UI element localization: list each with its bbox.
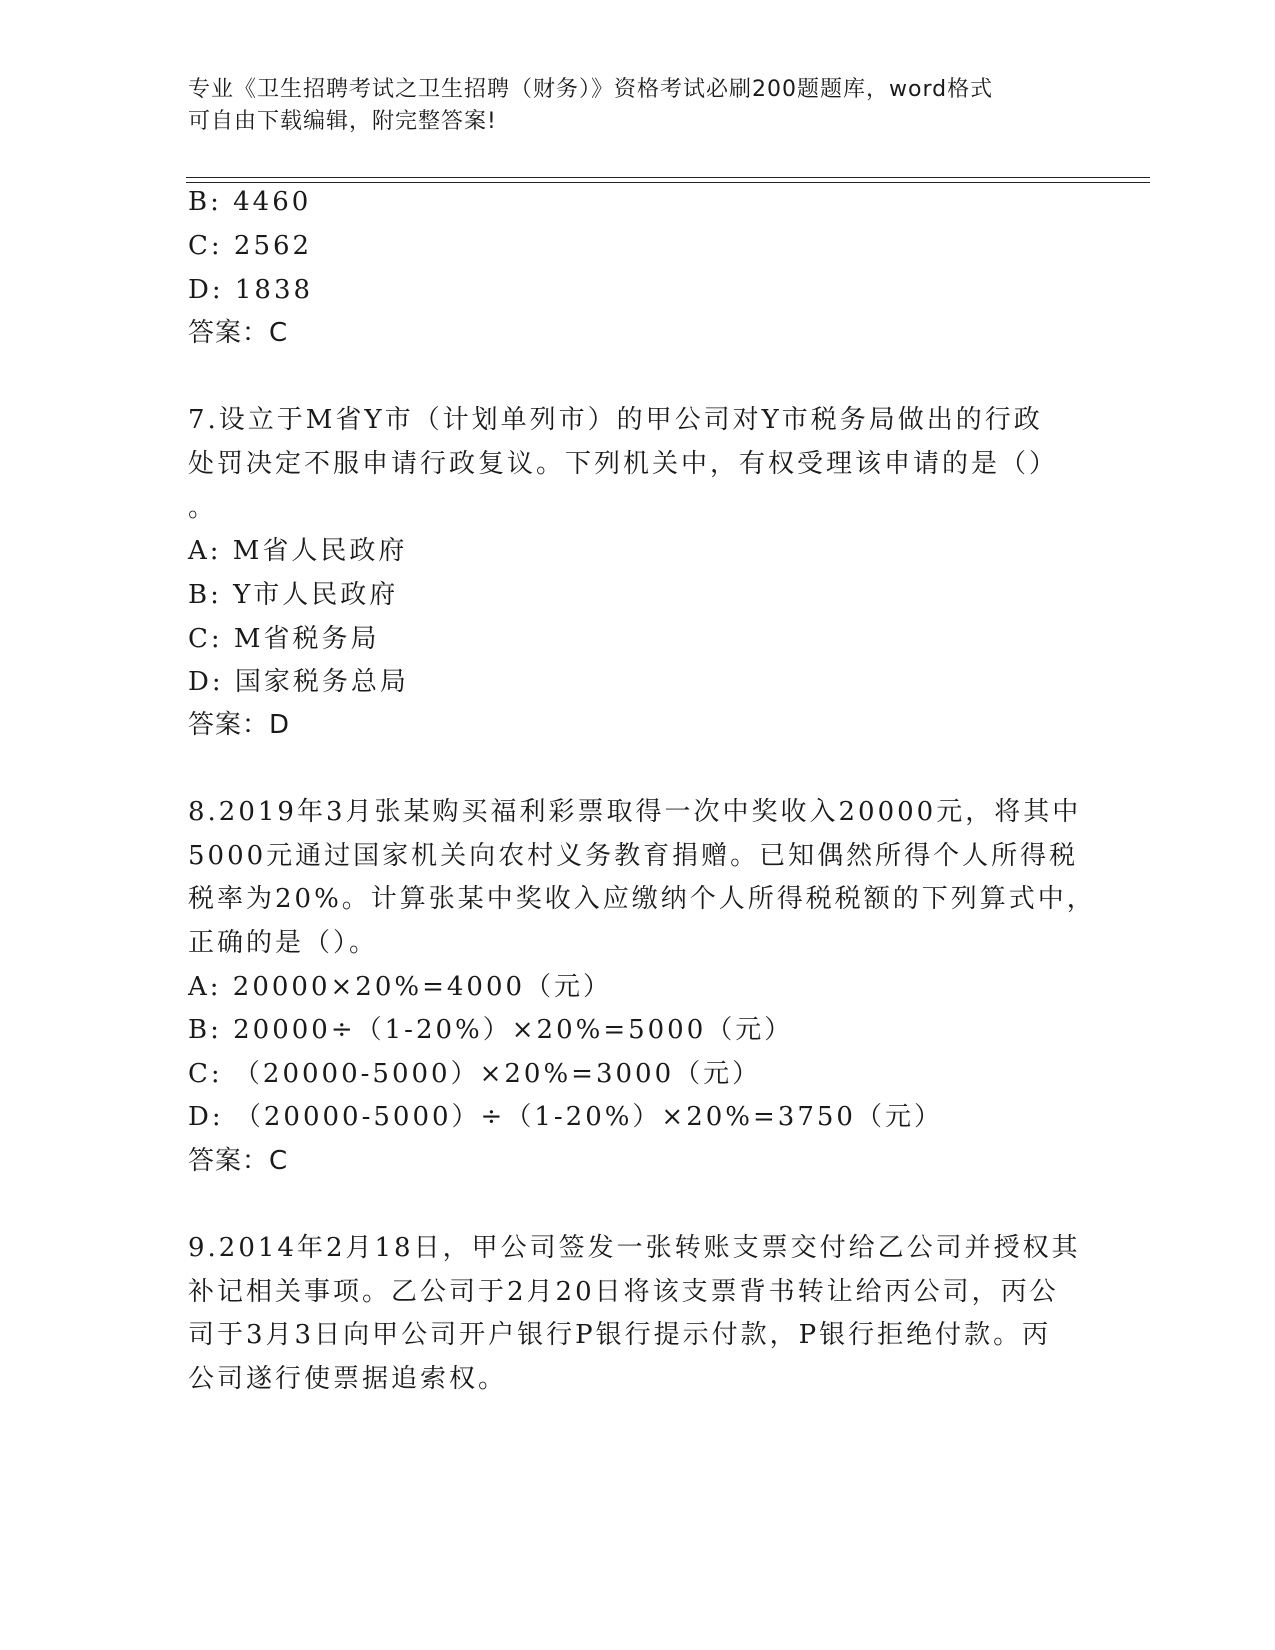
q8-stem-line-1: 8.2019年3月张某购买福利彩票取得一次中奖收入20000元，将其中: [188, 797, 1082, 827]
q8-option-b: B: 20000÷（1-20%）×20%=5000（元）: [188, 1015, 794, 1045]
q8-stem-line-3: 税率为20%。计算张某中奖收入应缴纳个人所得税税额的下列算式中，: [188, 884, 1096, 914]
q6-option-b: B: 4460: [188, 187, 312, 217]
q7-stem-line-1: 7.设立于M省Y市（计划单列市）的甲公司对Y市税务局做出的行政: [188, 405, 1043, 435]
q7-stem-line-3: 。: [188, 493, 218, 523]
q8-stem-line-4: 正确的是（）。: [188, 928, 379, 958]
q9-stem-line-4: 公司遂行使票据追索权。: [188, 1364, 508, 1394]
q8-option-c: C: （20000-5000）×20%=3000（元）: [188, 1059, 762, 1089]
q9-stem-line-2: 补记相关事项。乙公司于2月20日将该支票背书转让给丙公司，丙公: [188, 1277, 1059, 1307]
q8-stem-line-2: 5000元通过国家机关向农村义务教育捐赠。已知偶然所得个人所得税: [188, 841, 1079, 871]
q7-option-a: A: M省人民政府: [188, 536, 408, 566]
q8-option-d: D: （20000-5000）÷（1-20%）×20%=3750（元）: [188, 1102, 943, 1132]
header-title-line-2: 可自由下载编辑，附完整答案!: [188, 109, 497, 134]
q6-answer: 答案：C: [188, 318, 289, 348]
q7-option-c: C: M省税务局: [188, 624, 380, 654]
q6-option-c: C: 2562: [188, 231, 313, 261]
document-header: [188, 74, 1088, 138]
q7-stem-line-2: 处罚决定不服申请行政复议。下列机关中，有权受理该申请的是（）: [188, 449, 1059, 479]
q7-answer: 答案：D: [188, 710, 291, 740]
header-divider-top: [186, 177, 1150, 178]
q9-stem-line-1: 9.2014年2月18日，甲公司签发一张转账支票交付给乙公司并授权其: [188, 1233, 1081, 1263]
q6-option-d: D: 1838: [188, 275, 314, 305]
header-title-line-1: 专业《卫生招聘考试之卫生招聘（财务）》资格考试必刷200题题库，word格式: [188, 77, 994, 102]
q7-option-b: B: Y市人民政府: [188, 580, 399, 610]
q8-answer: 答案：C: [188, 1146, 289, 1176]
q9-stem-line-3: 司于3月3日向甲公司开户银行P银行提示付款，P银行拒绝付款。丙: [188, 1320, 1052, 1350]
header-divider-bottom: [186, 182, 1150, 183]
q8-option-a: A: 20000×20%=4000（元）: [188, 972, 613, 1002]
q7-option-d: D: 国家税务总局: [188, 667, 409, 697]
